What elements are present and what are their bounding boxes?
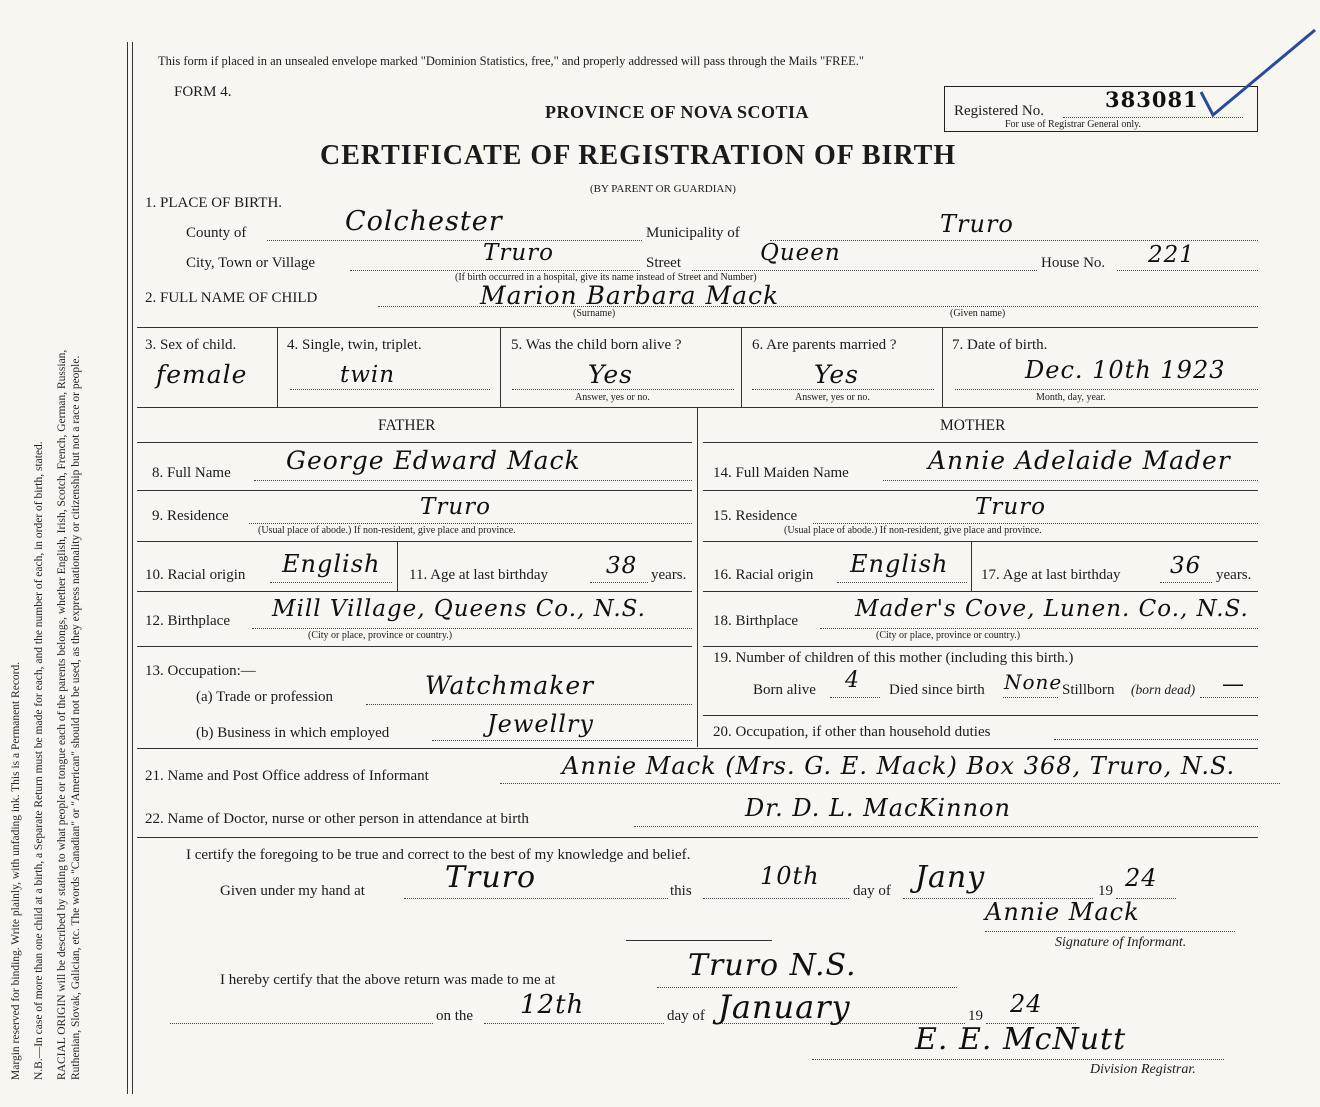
- plurality-value: twin: [340, 362, 396, 388]
- hospital-note: (If birth occurred in a hospital, give its name instead of Street and Number): [455, 272, 757, 283]
- registrar-year-value: 24: [1010, 990, 1043, 1018]
- mother-name-label: 14. Full Maiden Name: [713, 465, 849, 481]
- county-value: Colchester: [345, 206, 503, 237]
- father-race-label: 10. Racial origin: [145, 567, 246, 583]
- margin-instructions: [10, 30, 83, 1080]
- street-label: Street: [646, 255, 681, 271]
- father-race-value: English: [282, 550, 381, 578]
- married-value: Yes: [814, 360, 859, 389]
- division-registrar-label: Division Registrar.: [1090, 1062, 1196, 1077]
- mother-age-label: 17. Age at last birthday: [981, 567, 1121, 583]
- mother-birthplace-value: Mader's Cove, Lunen. Co., N.S.: [855, 596, 1249, 622]
- registrar-month-value: January: [718, 988, 851, 1026]
- municipality-label: Municipality of: [646, 225, 740, 241]
- mother-birthplace-note: (City or place, province or country.): [876, 630, 1021, 641]
- registrar-on-the-label: on the: [436, 1008, 474, 1024]
- sex-value: female: [156, 360, 248, 389]
- father-birthplace-value: Mill Village, Queens Co., N.S.: [272, 596, 646, 622]
- child-name-value: Marion Barbara Mack: [480, 281, 780, 310]
- surname-note: (Surname): [573, 308, 616, 319]
- margin-line: [127, 42, 128, 1094]
- house-label: House No.: [1041, 255, 1106, 271]
- given-day-value: 10th: [760, 862, 820, 890]
- married-answer-note: Answer, yes or no.: [795, 392, 870, 403]
- born-alive-value: 4: [845, 668, 860, 693]
- given-name-note: (Given name): [950, 308, 1006, 319]
- father-birthplace-label: 12. Birthplace: [145, 613, 230, 629]
- mother-residence-value: Truro: [975, 494, 1046, 520]
- given-year-prefix: 19: [1098, 883, 1113, 899]
- county-label: County of: [186, 225, 247, 241]
- registrar-day-of-label: day of: [667, 1008, 705, 1024]
- stillborn-note: (born dead): [1131, 682, 1196, 697]
- house-value: 221: [1148, 242, 1195, 268]
- father-age-value: 38: [606, 553, 638, 579]
- mother-heading: MOTHER: [940, 417, 1006, 434]
- doctor-label: 22. Name of Doctor, nurse or other person in attendance at birth: [145, 811, 529, 827]
- registrar-place-value: Truro N.S.: [688, 948, 857, 983]
- sex-label: 3. Sex of child.: [145, 337, 237, 353]
- mother-race-value: English: [850, 550, 949, 578]
- father-residence-value: Truro: [420, 494, 491, 520]
- given-place-value: Truro: [445, 860, 537, 895]
- given-year-value: 24: [1125, 864, 1158, 892]
- child-name-label: 2. FULL NAME OF CHILD: [145, 290, 318, 306]
- given-this-label: this: [670, 883, 692, 899]
- father-residence-label: 9. Residence: [152, 508, 229, 524]
- mother-birthplace-label: 18. Birthplace: [713, 613, 798, 629]
- alive-value: Yes: [588, 360, 633, 389]
- place-heading: 1. PLACE OF BIRTH.: [145, 195, 283, 211]
- plurality-label: 4. Single, twin, triplet.: [287, 337, 422, 353]
- business-value: Jewellry: [487, 710, 594, 738]
- margin-line-1: Margin reserved for binding. Write plainly, with unfading ink. This is a Permanent Record.: [10, 661, 22, 1080]
- informant-value: Annie Mack (Mrs. G. E. Mack) Box 368, Truro, N.S.: [562, 752, 1236, 780]
- mother-race-label: 16. Racial origin: [713, 567, 814, 583]
- born-alive-label: Born alive: [753, 682, 816, 698]
- dob-note: Month, day, year.: [1036, 392, 1106, 403]
- trade-label: (a) Trade or profession: [196, 689, 334, 705]
- died-since-value: None: [1004, 670, 1063, 694]
- registrar-day-value: 12th: [520, 990, 585, 1020]
- city-value: Truro: [483, 240, 554, 266]
- father-age-label: 11. Age at last birthday: [409, 567, 548, 583]
- father-heading: FATHER: [378, 417, 436, 434]
- province-heading: PROVINCE OF NOVA SCOTIA: [545, 102, 810, 122]
- margin-line-4: Ruthenian, Slovak, Galician, etc. The words "Canadian" or "American" should not be used, as they express nationality or citizenship but not a race or people.: [69, 355, 82, 1080]
- given-month-value: Jany: [915, 860, 986, 895]
- mother-age-value: 36: [1170, 553, 1202, 579]
- margin-line-2: N.B.—In case of more than one child at a birth, a Separate Return must be made for each, and the number of each, in order of birth, stated.: [32, 441, 45, 1080]
- father-name-value: George Edward Mack: [286, 446, 581, 475]
- mother-name-value: Annie Adelaide Mader: [928, 446, 1231, 475]
- occupation-label: 13. Occupation:—: [145, 663, 256, 679]
- registrar-statement: I hereby certify that the above return was made to me at: [220, 972, 556, 988]
- father-birthplace-note: (City or place, province or country.): [308, 630, 453, 641]
- mother-residence-label: 15. Residence: [713, 508, 798, 524]
- trade-value: Watchmaker: [425, 671, 595, 700]
- father-name-label: 8. Full Name: [152, 465, 231, 481]
- given-under-label: Given under my hand at: [220, 883, 365, 899]
- mother-years-label: years.: [1216, 567, 1252, 583]
- registered-number: 383081: [1105, 87, 1199, 112]
- registered-label: Registered No.: [954, 103, 1044, 119]
- margin-line-inner: [132, 42, 133, 1094]
- father-abode-note: (Usual place of abode.) If non-resident, give place and province.: [258, 525, 516, 536]
- business-label: (b) Business in which employed: [196, 725, 390, 741]
- registrar-note: For use of Registrar General only.: [1005, 119, 1141, 130]
- children-count-label: 19. Number of children of this mother (including this birth.): [713, 650, 1074, 666]
- dob-label: 7. Date of birth.: [952, 337, 1048, 353]
- check-mark: [1195, 20, 1320, 120]
- certificate-subtitle: (BY PARENT OR GUARDIAN): [590, 183, 736, 195]
- signature-informant-label: Signature of Informant.: [1055, 935, 1187, 950]
- doctor-value: Dr. D. L. MacKinnon: [745, 794, 1011, 822]
- mother-occupation-label: 20. Occupation, if other than household duties: [713, 724, 991, 740]
- certificate-title: CERTIFICATE OF REGISTRATION OF BIRTH: [320, 140, 957, 171]
- mother-abode-note: (Usual place of abode.) If non-resident, give place and province.: [784, 525, 1042, 536]
- father-years-label: years.: [651, 567, 687, 583]
- informant-label: 21. Name and Post Office address of Informant: [145, 768, 429, 784]
- died-since-label: Died since birth: [889, 682, 985, 698]
- city-label: City, Town or Village: [186, 255, 316, 271]
- form-number: FORM 4.: [174, 84, 232, 100]
- dob-value: Dec. 10th 1923: [1025, 356, 1226, 384]
- certify-statement: I certify the foregoing to be true and correct to the best of my knowledge and belief.: [186, 847, 691, 863]
- mail-notice: This form if placed in an unsealed envelope marked "Dominion Statistics, free," and properly addressed will pass through the Mails "FREE.": [158, 54, 865, 68]
- registrar-signature: E. E. McNutt: [915, 1022, 1127, 1057]
- margin-line-3: RACIAL ORIGIN will be described by stating to what people or tongue each of the parents belongs, whether English, Irish, Scotch, French, German, Russian,: [56, 349, 68, 1080]
- married-label: 6. Are parents married ?: [752, 337, 897, 353]
- alive-label: 5. Was the child born alive ?: [511, 337, 682, 353]
- informant-signature: Annie Mack: [985, 898, 1140, 926]
- registrar-year-prefix: 19: [968, 1008, 983, 1024]
- municipality-value: Truro: [940, 210, 1014, 238]
- street-value: Queen: [760, 240, 841, 266]
- stillborn-value: —: [1222, 672, 1245, 697]
- stillborn-label: Stillborn: [1062, 682, 1115, 698]
- alive-answer-note: Answer, yes or no.: [575, 392, 650, 403]
- given-day-of-label: day of: [853, 883, 891, 899]
